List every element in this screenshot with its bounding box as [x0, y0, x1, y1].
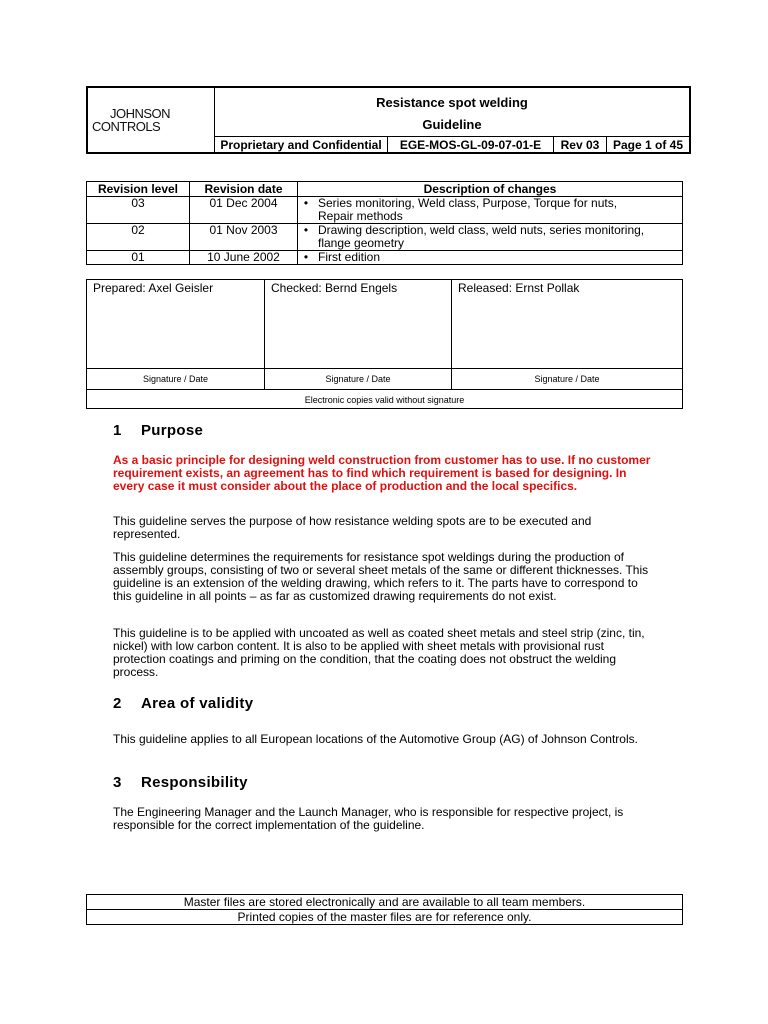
description-line: Series monitoring, Weld class, Purpose, Torque for nuts, — [318, 196, 618, 210]
prepared-by: Prepared: Axel Geisler — [87, 280, 265, 368]
description-line: flange geometry — [318, 236, 405, 250]
bullet-icon: • — [298, 197, 315, 224]
purpose-paragraph: This guideline is to be applied with uncoated as well as coated sheet metals and steel strip (zinc, tin, nickel) with low carbon content. It is also to be applied with sheet metals with provisional rust protection coatings and priming on the condition, that the coating does not obstruct the welding process. — [113, 626, 645, 679]
revision-date: 01 Nov 2003 — [190, 224, 298, 251]
revision-date: 01 Dec 2004 — [190, 197, 298, 224]
description-line: Drawing description, weld class, weld nuts, series monitoring, — [318, 223, 645, 237]
footer-line: Printed copies of the master files are for reference only. — [237, 910, 532, 924]
purpose-paragraph: This guideline determines the requirements for resistance spot weldings during the production of assembly groups, consisting of two or several sheet metals of the same or different thicknesses. This guideline is an extension of the welding drawing, which refers to it. The parts have to correspond to this guideline in all points – as far as customized drawing requirements do not exist. — [113, 550, 649, 603]
col-revision-date: Revision date — [190, 182, 298, 197]
approval-block — [86, 279, 683, 409]
revision-description — [314, 224, 683, 251]
revision-level: 01 — [87, 251, 190, 265]
description-line: First edition — [318, 250, 381, 264]
revision-level: 02 — [87, 224, 190, 251]
revision-description — [314, 251, 683, 265]
table-row — [87, 251, 683, 265]
revision-table-header — [87, 182, 683, 197]
electronic-copies-note: Electronic copies valid without signature — [304, 395, 465, 405]
section-number: 1 — [113, 422, 122, 439]
table-row — [87, 224, 683, 251]
section-title: Purpose — [141, 422, 204, 439]
section-heading-validity — [113, 695, 253, 712]
signature-label: Signature / Date — [87, 369, 265, 389]
section-heading-responsibility — [113, 774, 248, 791]
section-title: Area of validity — [141, 695, 254, 712]
section-number: 2 — [113, 695, 122, 712]
responsibility-paragraph: The Engineering Manager and the Launch Manager, who is responsible for respective project, is responsible for the correct implementation of the guideline. — [113, 805, 624, 832]
title-line-1: Resistance spot welding — [376, 95, 528, 110]
logo-line-1: JOHNSON — [110, 106, 171, 121]
company-logo — [88, 88, 215, 152]
confidentiality-label: Proprietary and Confidential — [215, 137, 388, 152]
footer-line: Master files are stored electronically and are available to all team members. — [87, 895, 682, 910]
table-row — [87, 197, 683, 224]
revision-date: 10 June 2002 — [190, 251, 298, 265]
col-description: Description of changes — [298, 182, 683, 197]
col-revision-level: Revision level — [87, 182, 190, 197]
validity-paragraph: This guideline applies to all European locations of the Automotive Group (AG) of Johnson Controls. — [113, 732, 638, 746]
revision-label: Rev 03 — [554, 137, 607, 152]
signature-label: Signature / Date — [265, 369, 452, 389]
section-title: Responsibility — [141, 774, 248, 791]
bullet-icon: • — [298, 224, 315, 251]
document-meta — [215, 137, 689, 152]
title-line-2: Guideline — [422, 117, 482, 132]
master-files-footer — [86, 894, 683, 925]
purpose-paragraph: This guideline serves the purpose of how resistance welding spots are to be executed and represented. — [113, 514, 592, 541]
document-number: EGE-MOS-GL-09-07-01-E — [388, 137, 554, 152]
bullet-icon: • — [298, 251, 315, 265]
revision-level: 03 — [87, 197, 190, 224]
checked-by: Checked: Bernd Engels — [265, 280, 452, 368]
purpose-warning-note: As a basic principle for designing weld construction from customer has to use. If no customer requirement exists, an agreement has to find which requirement is based for designing. In every case it must consider about the place of production and the local specifics. — [113, 453, 651, 493]
logo-line-2: CONTROLS — [92, 119, 161, 134]
document-header — [86, 86, 691, 154]
signature-label: Signature / Date — [534, 374, 600, 384]
revision-table — [86, 181, 683, 265]
section-number: 3 — [113, 774, 122, 791]
document-title — [215, 88, 689, 137]
revision-description — [314, 197, 683, 224]
page-number: Page 1 of 45 — [612, 137, 684, 152]
released-by: Released: Ernst Pollak — [458, 281, 580, 295]
section-heading-purpose — [113, 422, 203, 439]
description-line: Repair methods — [318, 209, 403, 223]
